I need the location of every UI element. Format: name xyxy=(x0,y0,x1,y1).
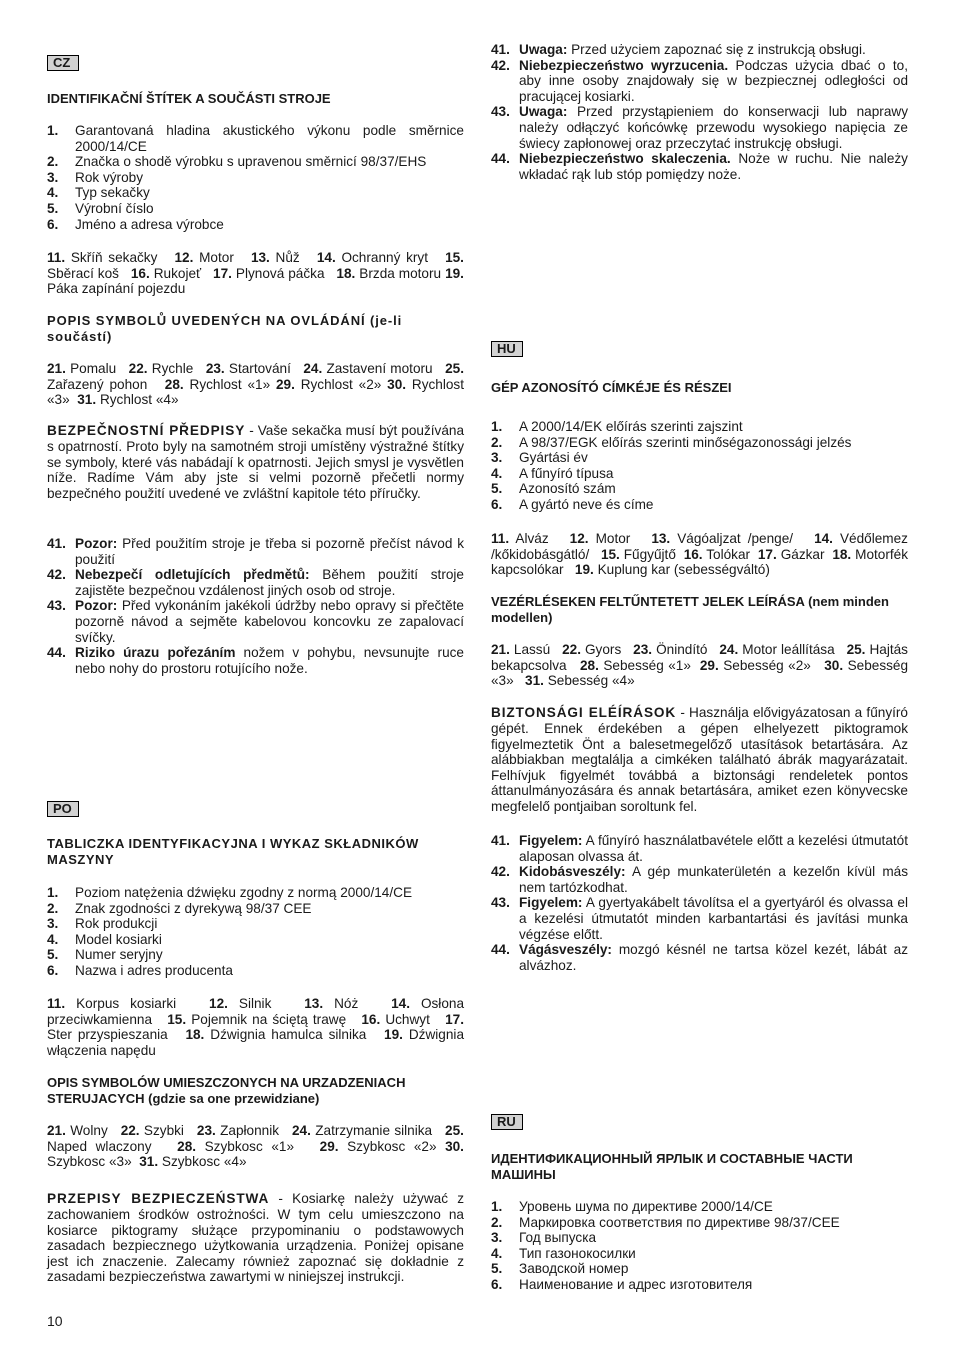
cz-symbols-paragraph: 21. Pomalu 22. Rychle 23. Startování 24. Zastavení motoru 25. Zařazený pohon 28. Rychlost «1» 29. Rychlost «2» 30. Rychlost «3» 31. Rychlost «4» xyxy=(47,361,465,408)
po-parts-paragraph: 11. Korpus kosiarki 12. Silnik 13. Nóż 14. Osłona przeciwkamienna 15. Pojemnik na ściętą trawę 16. Uchwyt 17. Ster przyspieszania 18. Dźwignia hamulca silnika 19. Dźwignia włączenia napędu xyxy=(47,996,465,1058)
list-item: 1. Poziom natężenia dźwięku zgodny z normą 2000/14/CE xyxy=(47,885,413,900)
cz-heading-symbols: POPIS SYMBOLŮ UVEDENÝCH NA OVLÁDÁNÍ (je-li součástí) xyxy=(47,313,403,344)
list-item: 2. Značka o shodě výrobku s upravenou směrnicí 98/37/EHS xyxy=(47,154,427,170)
list-item: 44. Riziko úrazu pořezáním nožem v pohybu, nevsunujte ruce nebo nohy do prostoru rotujícího nože. xyxy=(47,645,464,676)
hu-symbols-paragraph: 21. Lassú 22. Gyors 23. Önindító 24. Motor leállítása 25. Hajtás bekapcsolva 28. Sebesség «1» 29. Sebesség «2» 30. Sebesség «3» 31. Sebesség «4» xyxy=(491,642,909,689)
cz-heading-identification: IDENTIFIKAČNÍ ŠTÍTEK A SOUČÁSTI STROJE xyxy=(47,91,331,106)
list-item: 1. Garantovaná hladina akustického výkonu podle směrnice 2000/14/CE xyxy=(47,123,464,154)
list-item: 1. A 2000/14/EK előírás szerinti zajszint xyxy=(491,419,743,434)
list-item: 3. Gyártási év xyxy=(491,450,588,466)
po-symbols-paragraph: 21. Wolny 22. Szybki 23. Zapłonnik 24. Zatrzymanie silnika 25. Naped wlaczony 28. Szybkosc «1» 29. Szybkosc «2» 30. Szybkosc «3» 31. Szybkosc «4» xyxy=(47,1123,464,1170)
language-tag: RU xyxy=(491,1114,523,1130)
language-tag: HU xyxy=(491,341,523,357)
list-item: 3. Rok produkcji xyxy=(47,916,158,932)
cz-parts-paragraph: 11. Skříň sekačky 12. Motor 13. Nůž 14. Ochranný kryt 15. Sběrací koš 16. Rukojeť 17. Plynová páčka 18. Brzda motoru 19. Páka zapínání pojezdu xyxy=(47,250,464,297)
hu-id-list xyxy=(491,419,908,513)
section-tag-hu xyxy=(491,341,523,357)
po-heading-identification: TABLICZKA IDENTYFIKACYJNA I WYKAZ SKŁADNIKÓW MASZYNY xyxy=(47,836,419,867)
list-item: 6. A gyártó neve és címe xyxy=(491,496,654,512)
section-tag-po xyxy=(47,801,79,817)
list-item: 1. Уровень шума по директиве 2000/14/CE xyxy=(491,1199,773,1214)
list-item: 5. Výrobní číslo xyxy=(47,200,154,216)
section-tag-cz xyxy=(47,55,79,71)
list-item: 44. Vágásveszély: mozgó késnél ne tartsa közel kezét, lábát az alvázhoz. xyxy=(491,942,908,973)
list-item: 2. Маркировка соответствия по директиве 98/37/CEE xyxy=(491,1214,840,1230)
cz-warning-list xyxy=(47,536,464,676)
hu-heading-symbols: VEZÉRLÉSEKEN FELTŰNTETETT JELEK LEÍRÁSA (nem minden modellen) xyxy=(491,594,889,625)
list-item: 41. Uwaga: Przed użyciem zapoznać się z instrukcją obsługi. xyxy=(491,42,866,57)
list-item: 4. Typ sekačky xyxy=(47,185,150,201)
list-item: 42. Niebezpieczeństwo wyrzucenia. Podczas użycia dbać o to, aby inne osoby znajdowały się w bezpiecznej odległości od pracującej kosiarki. xyxy=(491,57,908,104)
list-item: 5. Заводской номер xyxy=(491,1261,629,1277)
list-item: 6. Наименование и адрес изготовителя xyxy=(491,1276,753,1292)
cz-safety-paragraph: BEZPEČNOSTNÍ PŘEDPISY - Vaše sekačka musí být používána s opatrností. Proto byly na samotném stroji umístěny výstražné štítky se symboly, které vás nabádají k opatrnosti. Jejich smysl je vysvětlen níže. Radíme Vám aby jste si velmi pozorně přečetli normy bezpečného použití uvedené ve zvláštní kapitole této příručky. xyxy=(47,423,464,501)
ru-heading-identification: ИДЕНТИФИКАЦИОННЫЙ ЯРЛЫК И СОСТАВНЫЕ ЧАСТИ МАШИНЫ xyxy=(491,1151,853,1182)
list-item: 6. Jméno a adresa výrobce xyxy=(47,216,224,232)
list-item: 3. Rok výroby xyxy=(47,169,143,185)
language-tag: PO xyxy=(47,801,79,817)
po-id-list xyxy=(47,885,464,979)
section-tag-ru xyxy=(491,1114,523,1130)
list-item: 44. Niebezpieczeństwo skaleczenia. Noże w ruchu. Nie należy wkładać rąk lub stóp pomiędzy noże. xyxy=(491,151,908,182)
list-item: 5. Numer seryjny xyxy=(47,947,163,963)
list-item: 43. Uwaga: Przed przystąpieniem do konserwacji lub naprawy należy odłączyć końcówkę przewodu wysokiego napięcia ze świecy zapłonowej oraz przeczytać instrukcję obsługi. xyxy=(491,104,908,151)
list-item: 5. Azonosító szám xyxy=(491,481,616,497)
list-item: 41. Figyelem: A fűnyíró használatbavétele előtt a kezelési útmutatót alaposan olvassa át. xyxy=(491,833,908,864)
list-item: 42. Kidobásveszély: A gép munkaterületén a kezelőn kívül más nem tartózkodhat. xyxy=(491,864,908,895)
list-item: 4. Тип газонокосилки xyxy=(491,1245,636,1261)
list-item: 43. Pozor: Před vykonáním jakékoli údržby nebo opravy si přečtěte pozorně návod a sejměte kabelovou koncovku ze zapalovací svíčky. xyxy=(47,598,464,645)
list-item: 2. Znak zgodności z dyrekywą 98/37 CEE xyxy=(47,900,312,916)
list-item: 6. Nazwa i adres producenta xyxy=(47,962,233,978)
hu-safety-paragraph: BIZTONSÁGI ELÉÍRÁSOK - Használja elővigyázatosan a fűnyíró gépét. Ennek érdekében a gépen elhelyezett piktogramok figyelmeztetik Önt a balesetmegelőző utasítások betartására. Az alábbiakban megtalálja a cimkéken található ábrák magyarázatait. Felhívjuk figyelmét továbbá a biztonsági rendeletek pontos áttanulmányozására és annak betartására, amiket ezen könyvecske megfelelő pontjaiban soroltunk fel. xyxy=(491,705,908,814)
list-item: 4. Model kosiarki xyxy=(47,931,162,947)
po-heading-symbols: OPIS SYMBOLÓW UMIESZCZONYCH NA URZADZENIACH STERUJACYCH (gdzie sa one przewidziane) xyxy=(47,1075,406,1106)
cz-id-list xyxy=(47,123,464,232)
ru-id-list xyxy=(491,1199,908,1293)
list-item: 3. Год выпуска xyxy=(491,1230,597,1246)
page-number: 10 xyxy=(47,1313,63,1329)
list-item: 41. Pozor: Před použitím stroje je třeba si pozorně přečíst návod k použití xyxy=(47,536,464,567)
list-item: 42. Nebezpečí odletujících předmětů: Během použití stroje zajistěte bezpečnou vzdálenost jiných osob od stroje. xyxy=(47,567,464,598)
hu-parts-paragraph: 11. Alváz 12. Motor 13. Vágóaljzat /penge/ 14. Védőlemez /kőkidobásgátló/ 15. Fűgyűjtő 16. Tolókar 17. Gázkar 18. Motorfék kapcsolókar 19. Kuplung kar (sebességváltó) xyxy=(491,531,909,578)
language-tag: CZ xyxy=(47,55,79,71)
po-safety-paragraph: PRZEPISY BEZPIECZEŃSTWA - Kosiarkę należy używać z zachowaniem środków ostrożności. W tym celu umieszczono na kosiarce piktogramy służące przypominaniu o podstawowych zasadach bezpiecznego użytkowania urządzenia. Poniżej opisane jest ich znaczenie. Zalecamy również zapoznać się dokładnie z zasadami bezpieczeństwa zawartymi w niniejszej instrukcji. xyxy=(47,1191,464,1285)
hu-warning-list xyxy=(491,833,908,973)
hu-heading-identification: GÉP AZONOSÍTÓ CÍMKÉJE ÉS RÉSZEI xyxy=(491,380,732,395)
po-warning-list xyxy=(491,42,908,182)
list-item: 43. Figyelem: A gyertyakábelt távolítsa el a gyertyáról és olvassa el a kezelési útmutatót minden karbantartási és javítási munka végzése előtt. xyxy=(491,895,908,942)
list-item: 2. A 98/37/EGK előírás szerinti minőségazonossági jelzés xyxy=(491,434,852,450)
list-item: 4. A fűnyíró típusa xyxy=(491,465,614,481)
